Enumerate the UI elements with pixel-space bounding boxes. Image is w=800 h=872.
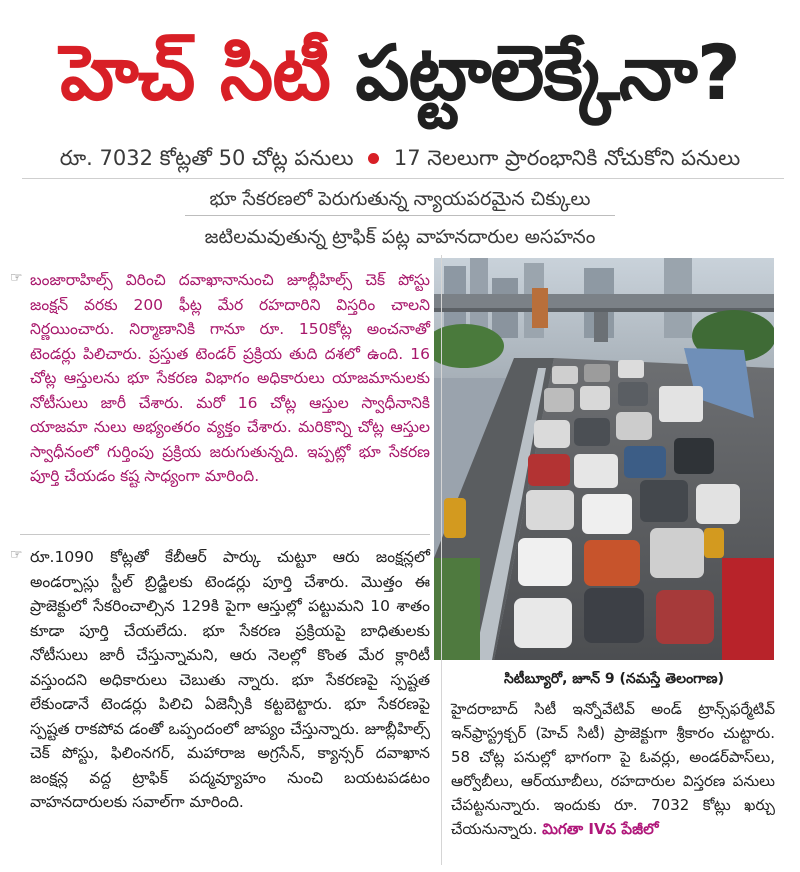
paragraph-1-text: బంజారాహిల్స్ విరించి దవాఖానానుంచి జూబ్లీహిల్స్ చెక్ పోస్టు జంక్షన్ వరకు 200 ఫీట్ల మేర రహదారిని విస్తరిం చాలని నిర్ణయించారు. నిర్మాణానికి గానూ రూ. 150కోట్ల అంచనాతో టెండర్లు పిలిచారు. ప్రస్తుత టెండర్ ప్రక్రియ తుది దశలో ఉంది. 16 చోట్ల ఆస్తులను భూ సేకరణ విభాగం అధికారులు యాజమానులకు నోటీసులు జారీ చేశారు. మరో 16 చోట్ల ఆస్తుల స్వాధీనానికి యాజమా నులు అభ్యంతరం వ్యక్తం చేశారు. మరికొన్ని చోట్ల ఆస్తుల స్వాధీనంలో గుర్తింపు ప్రక్రియ జరుగుతున్నది. ఇప్పట్లో భూ సేకరణ పూర్తి చేయడం కష్ట సాధ్యంగా మారింది.	[30, 271, 430, 485]
paragraph-2-text: రూ.1090 కోట్లతో కేబీఆర్ పార్కు చుట్టూ ఆరు జంక్షన్లలో అండర్పాస్లు స్టీల్ బ్రిడ్జిలకు టెండర్లు పూర్తి చేశారు. మొత్తం ఈ ప్రాజెక్టులో సేకరించాల్సిన 129కి పైగా ఆస్తుల్లో పట్టుమని 10 శాతం కూడా పూర్తి చేయలేదు. భూ సేకరణ ప్రక్రియపై బాధితులకు నోటీసులు జారీ చేస్తున్నామని, ఆరు నెలల్లో కొంత మేర క్లారిటీ వస్తుందని అధికారులు చెబుతు న్నారు. భూ సేకరణపై స్పష్టత లేకుండానే టెండర్లు పిలిచి ఏజెన్సీకి కట్టబెట్టారు. భూ సేకరణపై స్పష్టత రాకపోవ డంతో ఒప్పందంలో జాప్యం చేస్తున్నారు. జూబ్లీహిల్స్ చెక్ పోస్టు, ఫిలింనగర్, మహారాజ అగ్రసేన్, క్యాన్సర్ దవాఖాన జంక్షన్ల వద్ద ట్రాఫిక్ పద్మవ్యూహం నుంచి బయటపడటం వాహనదారులకు సవాల్‌గా మారింది.	[30, 548, 430, 811]
paragraph-3-text: హైదరాబాద్ సిటీ ఇన్నోవేటివ్ అండ్ ట్రాన్స్‌ఫర్మేటివ్ ఇన్‌ఫ్రాస్ట్రక్చర్ (హెచ్ సిటీ) ప్రాజెక్టుగా శ్రీకారం చుట్టారు. 58 చోట్ల పనుల్లో భాగంగా పై ఓవర్లు, అండర్‌పాస్‌లు, ఆర్వోబీలు, ఆర్‌యూబీలు, రహదారుల విస్తరణ పనులు చేపట్టనున్నారు. ఇందుకు రూ. 7032 కోట్లు ఖర్చు చేయనున్నారు.	[451, 700, 775, 838]
deck-line-3: జటిలమవుతున్న ట్రాఫిక్ పట్ల వాహనదారుల అసహనం	[204, 226, 596, 248]
pointing-hand-icon: ☞	[10, 270, 23, 286]
red-bullet-icon	[368, 153, 379, 164]
deck-line-1-left: రూ. 7032 కోట్లతో 50 చోట్ల పనులు	[59, 146, 354, 170]
paragraph-3-block	[451, 697, 775, 841]
paragraph-1-block	[10, 268, 430, 489]
headline	[0, 18, 800, 128]
headline-red: హెచ్ సిటీ	[60, 28, 330, 117]
traffic-photo	[434, 258, 774, 660]
column-divider-horizontal	[20, 534, 430, 535]
deck-line-1	[0, 140, 800, 176]
paragraph-2	[10, 545, 430, 815]
headline-dark: పట్టాలెక్కేనా?	[355, 28, 740, 117]
paragraph-1	[10, 268, 430, 489]
deck-rule	[22, 178, 784, 179]
continued-link[interactable]: మిగతా IVవ పేజీలో	[542, 820, 659, 838]
column-divider-vertical	[441, 255, 442, 865]
deck-line-1-right: 17 నెలలుగా ప్రారంభానికి నోచుకోని పనులు	[393, 146, 741, 170]
deck-line-2: భూ సేకరణలో పెరుగుతున్న న్యాయపరమైన చిక్కులు	[209, 188, 591, 210]
dateline: సిటీబ్యూరో, జూన్ 9 (నమస్తే తెలంగాణ)	[503, 671, 725, 687]
deck-underline-2	[185, 215, 615, 216]
paragraph-2-block	[10, 545, 430, 815]
pointing-hand-icon: ☞	[10, 547, 23, 563]
